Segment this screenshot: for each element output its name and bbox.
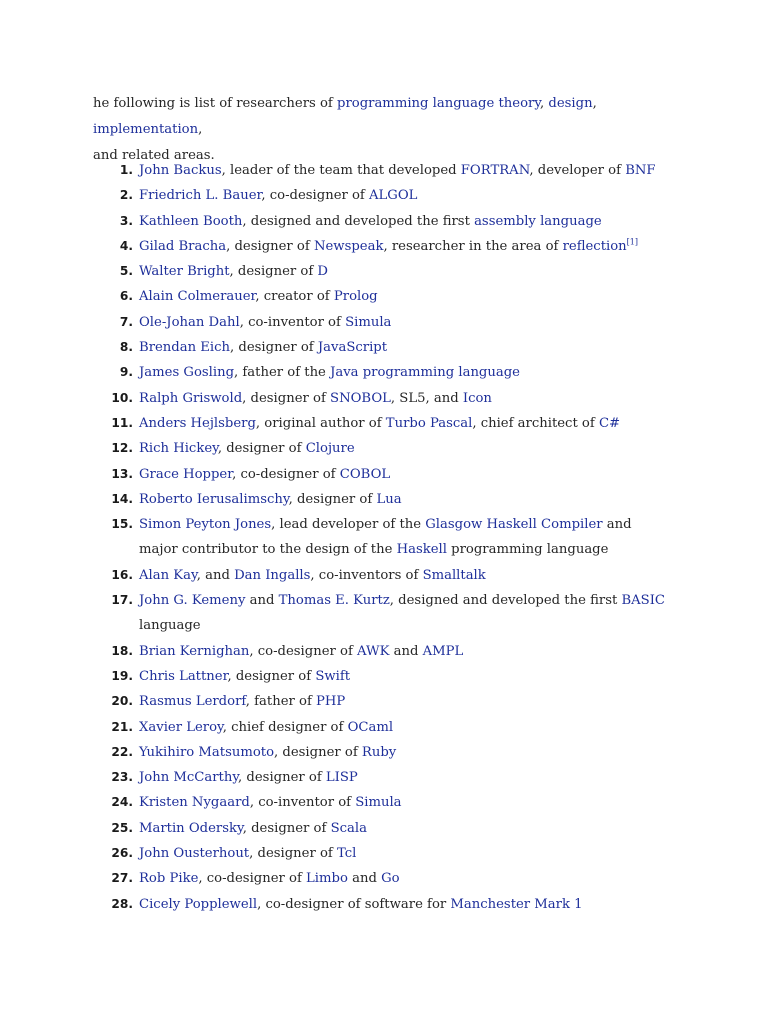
- wiki-link[interactable]: Cicely Popplewell: [139, 896, 258, 912]
- wiki-link[interactable]: BASIC: [621, 593, 666, 609]
- item-text: , designer of: [288, 491, 377, 507]
- wiki-link[interactable]: LISP: [325, 770, 358, 786]
- item-text: , designer of: [229, 264, 318, 280]
- list-item-number: 22.: [111, 744, 133, 759]
- list-item: [0, 158, 768, 183]
- item-text: , designed and developed the first: [389, 593, 622, 609]
- item-text: , developer of: [529, 163, 626, 178]
- list-item: [0, 386, 768, 411]
- item-text: , designed and developed the first: [242, 213, 475, 229]
- list-item-number: 2.: [119, 188, 133, 203]
- list-item-number: 13.: [111, 466, 133, 481]
- wiki-link[interactable]: AWK: [357, 643, 390, 659]
- list-item: [0, 892, 768, 917]
- list-item: [0, 563, 768, 588]
- wiki-link[interactable]: Glasgow Haskell Compiler: [425, 517, 603, 533]
- wiki-link[interactable]: Newspeak: [313, 238, 384, 254]
- item-text: , leader of the team that developed: [221, 163, 461, 178]
- wiki-link[interactable]: Lua: [376, 491, 402, 507]
- item-text: , father of: [245, 694, 317, 710]
- intro-text: ,: [592, 96, 597, 111]
- list-item: [0, 487, 768, 512]
- list-item: [0, 765, 768, 790]
- wiki-link[interactable]: Dan Ingalls: [234, 567, 311, 583]
- intro-text: ,: [198, 122, 203, 137]
- wiki-link[interactable]: FORTRAN: [460, 163, 530, 178]
- intro-text: he following is list of researchers of: [93, 96, 338, 111]
- list-item-number: 4.: [119, 238, 133, 253]
- wiki-link[interactable]: Brendan Eich: [139, 340, 231, 356]
- intro-link-implementation[interactable]: implementation: [93, 122, 199, 137]
- researcher-list: [0, 158, 768, 917]
- citation-link[interactable]: [1]: [626, 237, 638, 247]
- intro-link-programming-language-theory[interactable]: programming language theory: [337, 96, 541, 111]
- item-text: , chief architect of: [472, 415, 599, 431]
- wiki-link[interactable]: Java programming language: [330, 365, 520, 381]
- wiki-link[interactable]: Simon Peyton Jones: [139, 517, 272, 533]
- list-item: [0, 310, 768, 335]
- item-text: and: [389, 643, 423, 659]
- list-item-number: 6.: [119, 289, 133, 304]
- wiki-link[interactable]: OCaml: [347, 719, 394, 735]
- wiki-link[interactable]: D: [317, 264, 328, 280]
- wiki-link[interactable]: Swift: [315, 668, 351, 684]
- list-item: [0, 841, 768, 866]
- item-text: , co-inventor of: [239, 314, 346, 330]
- item-text: , designer of: [242, 390, 331, 406]
- item-text: , original author of: [255, 415, 386, 431]
- item-text: , creator of: [255, 289, 334, 305]
- list-item-number: 7.: [119, 314, 133, 329]
- wiki-link[interactable]: Kathleen Booth: [139, 213, 243, 229]
- list-item-number: 20.: [111, 694, 133, 709]
- wiki-link[interactable]: John McCarthy: [139, 770, 239, 786]
- item-text: , co-designer of: [261, 188, 370, 204]
- item-text: , lead developer of the: [271, 517, 426, 533]
- list-item: [0, 462, 768, 487]
- item-text: , and: [196, 567, 235, 583]
- item-text: programming language: [446, 542, 609, 558]
- list-item: [0, 436, 768, 461]
- list-item: [0, 790, 768, 815]
- wiki-link[interactable]: Grace Hopper: [139, 466, 233, 482]
- superscript: [627, 238, 638, 247]
- wiki-link[interactable]: Prolog: [333, 289, 378, 305]
- wiki-link[interactable]: Gilad Bracha: [139, 238, 227, 254]
- wiki-link[interactable]: Rich Hickey: [139, 441, 218, 457]
- wiki-link[interactable]: Roberto Ierusalimschy: [139, 491, 289, 507]
- item-text: , co-designer of: [232, 466, 340, 482]
- wiki-link[interactable]: Clojure: [305, 441, 355, 457]
- list-item-number: 10.: [111, 390, 133, 405]
- list-item: [0, 411, 768, 436]
- list-item: [0, 664, 768, 689]
- list-item: [0, 335, 768, 360]
- wiki-link[interactable]: Ralph Griswold: [139, 390, 243, 406]
- list-item-number: 24.: [111, 795, 133, 810]
- wiki-link[interactable]: Alain Colmerauer: [139, 289, 256, 305]
- wiki-link[interactable]: Turbo Pascal: [385, 415, 473, 431]
- intro-text: ,: [540, 96, 549, 111]
- wiki-link[interactable]: Rob Pike: [139, 871, 199, 887]
- list-item-number: 16.: [111, 567, 133, 582]
- wiki-link[interactable]: COBOL: [339, 466, 391, 482]
- item-text: and major contributor to the design of the: [139, 517, 632, 558]
- list-item: [0, 715, 768, 740]
- item-text: , designer of: [274, 744, 362, 760]
- wiki-link[interactable]: Friedrich L. Bauer: [139, 188, 262, 204]
- item-text: , designer of: [249, 846, 337, 862]
- list-item-number: 25.: [111, 820, 133, 835]
- wiki-link[interactable]: BNF: [625, 163, 656, 178]
- list-item: [0, 284, 768, 309]
- wiki-link[interactable]: James Gosling: [139, 365, 235, 381]
- wiki-link[interactable]: Go: [381, 871, 400, 887]
- wiki-link[interactable]: ALGOL: [369, 188, 418, 204]
- list-item: [0, 512, 768, 563]
- item-text: , designer of: [227, 668, 316, 684]
- list-item-number: 3.: [119, 213, 133, 228]
- item-text: , co-inventors of: [310, 567, 423, 583]
- wiki-link[interactable]: Thomas E. Kurtz: [278, 593, 390, 609]
- list-item-number: 5.: [119, 264, 133, 279]
- list-item: [0, 740, 768, 765]
- wiki-link[interactable]: Alan Kay: [139, 567, 197, 583]
- wiki-link[interactable]: SNOBOL: [330, 390, 391, 406]
- item-text: , co-inventor of: [249, 795, 356, 811]
- list-item-number: 18.: [111, 643, 133, 658]
- list-item-number: 8.: [119, 340, 133, 355]
- item-text: , father of the: [234, 365, 331, 381]
- list-item-number: 12.: [111, 441, 133, 456]
- wiki-link[interactable]: Manchester Mark 1: [450, 896, 583, 912]
- list-item-number: 19.: [111, 668, 133, 683]
- item-text: and: [347, 871, 382, 887]
- item-text: , designer of: [238, 770, 326, 786]
- wiki-link[interactable]: Icon: [462, 390, 492, 406]
- list-item-number: 21.: [111, 719, 133, 734]
- item-text: , researcher in the area of: [383, 238, 563, 254]
- wiki-link[interactable]: Tcl: [337, 846, 357, 862]
- item-text: , designer of: [242, 820, 331, 836]
- item-text: and: [245, 593, 279, 609]
- wiki-link[interactable]: Anders Hejlsberg: [139, 415, 256, 431]
- wiki-link[interactable]: reflection: [562, 238, 627, 254]
- list-item: [0, 183, 768, 208]
- list-item-number: 11.: [111, 415, 133, 430]
- list-item-number: 9.: [119, 365, 133, 380]
- list-item-number: 27.: [111, 871, 133, 886]
- list-item: [0, 209, 768, 234]
- list-item-number: 26.: [111, 846, 133, 861]
- list-item: [0, 816, 768, 841]
- wiki-link[interactable]: Kristen Nygaard: [139, 795, 250, 811]
- wiki-link[interactable]: PHP: [316, 694, 346, 710]
- wiki-link[interactable]: Smalltalk: [422, 567, 486, 583]
- item-text: , designer of: [217, 441, 306, 457]
- wiki-link[interactable]: Xavier Leroy: [139, 719, 223, 735]
- wiki-link[interactable]: Rasmus Lerdorf: [139, 694, 246, 710]
- item-text: , co-designer of: [198, 871, 307, 887]
- list-item: [0, 639, 768, 664]
- wiki-link[interactable]: C#: [598, 415, 621, 431]
- wiki-link[interactable]: Ruby: [361, 744, 397, 760]
- item-text: , co-designer of: [249, 643, 358, 659]
- wiki-link[interactable]: Ole-Johan Dahl: [139, 314, 240, 330]
- list-item: [0, 588, 768, 639]
- list-item: [0, 360, 768, 385]
- list-item: [0, 866, 768, 891]
- wiki-link[interactable]: Yukihiro Matsumoto: [139, 744, 275, 760]
- wiki-link[interactable]: Chris Lattner: [139, 668, 228, 684]
- wiki-link[interactable]: Brian Kernighan: [139, 643, 250, 659]
- wiki-link[interactable]: John Ousterhout: [139, 846, 250, 862]
- wiki-link[interactable]: Limbo: [306, 871, 348, 887]
- intro-link-design[interactable]: design: [548, 96, 593, 111]
- wiki-link[interactable]: Scala: [330, 820, 367, 836]
- wiki-link[interactable]: AMPL: [422, 643, 464, 659]
- wiki-link[interactable]: Haskell: [396, 542, 447, 558]
- wiki-link[interactable]: Walter Bright: [139, 264, 230, 280]
- list-item: [0, 234, 768, 259]
- list-item-number: 28.: [111, 896, 133, 911]
- wiki-link[interactable]: Martin Odersky: [139, 820, 243, 836]
- list-item-number: 1.: [119, 163, 133, 177]
- item-text: , chief designer of: [222, 719, 348, 735]
- item-text: , SL5, and: [390, 390, 463, 406]
- list-item-number: 14.: [111, 491, 133, 506]
- list-item-number: 15.: [111, 517, 133, 532]
- item-text: language: [139, 618, 201, 634]
- item-text: , co-designer of software for: [257, 896, 451, 912]
- intro-text: and related areas.: [93, 148, 215, 163]
- list-item-number: 23.: [111, 770, 133, 785]
- wiki-link[interactable]: assembly language: [474, 213, 602, 229]
- item-text: , designer of: [230, 340, 318, 356]
- list-item: [0, 259, 768, 284]
- wiki-link[interactable]: JavaScript: [317, 340, 388, 356]
- wiki-link[interactable]: Simula: [345, 314, 392, 330]
- list-item: [0, 689, 768, 714]
- wiki-link[interactable]: Simula: [355, 795, 402, 811]
- wiki-link[interactable]: John Backus: [139, 163, 222, 178]
- list-item-number: 17.: [111, 593, 133, 608]
- item-text: , designer of: [226, 238, 314, 254]
- wiki-link[interactable]: John G. Kemeny: [139, 593, 246, 609]
